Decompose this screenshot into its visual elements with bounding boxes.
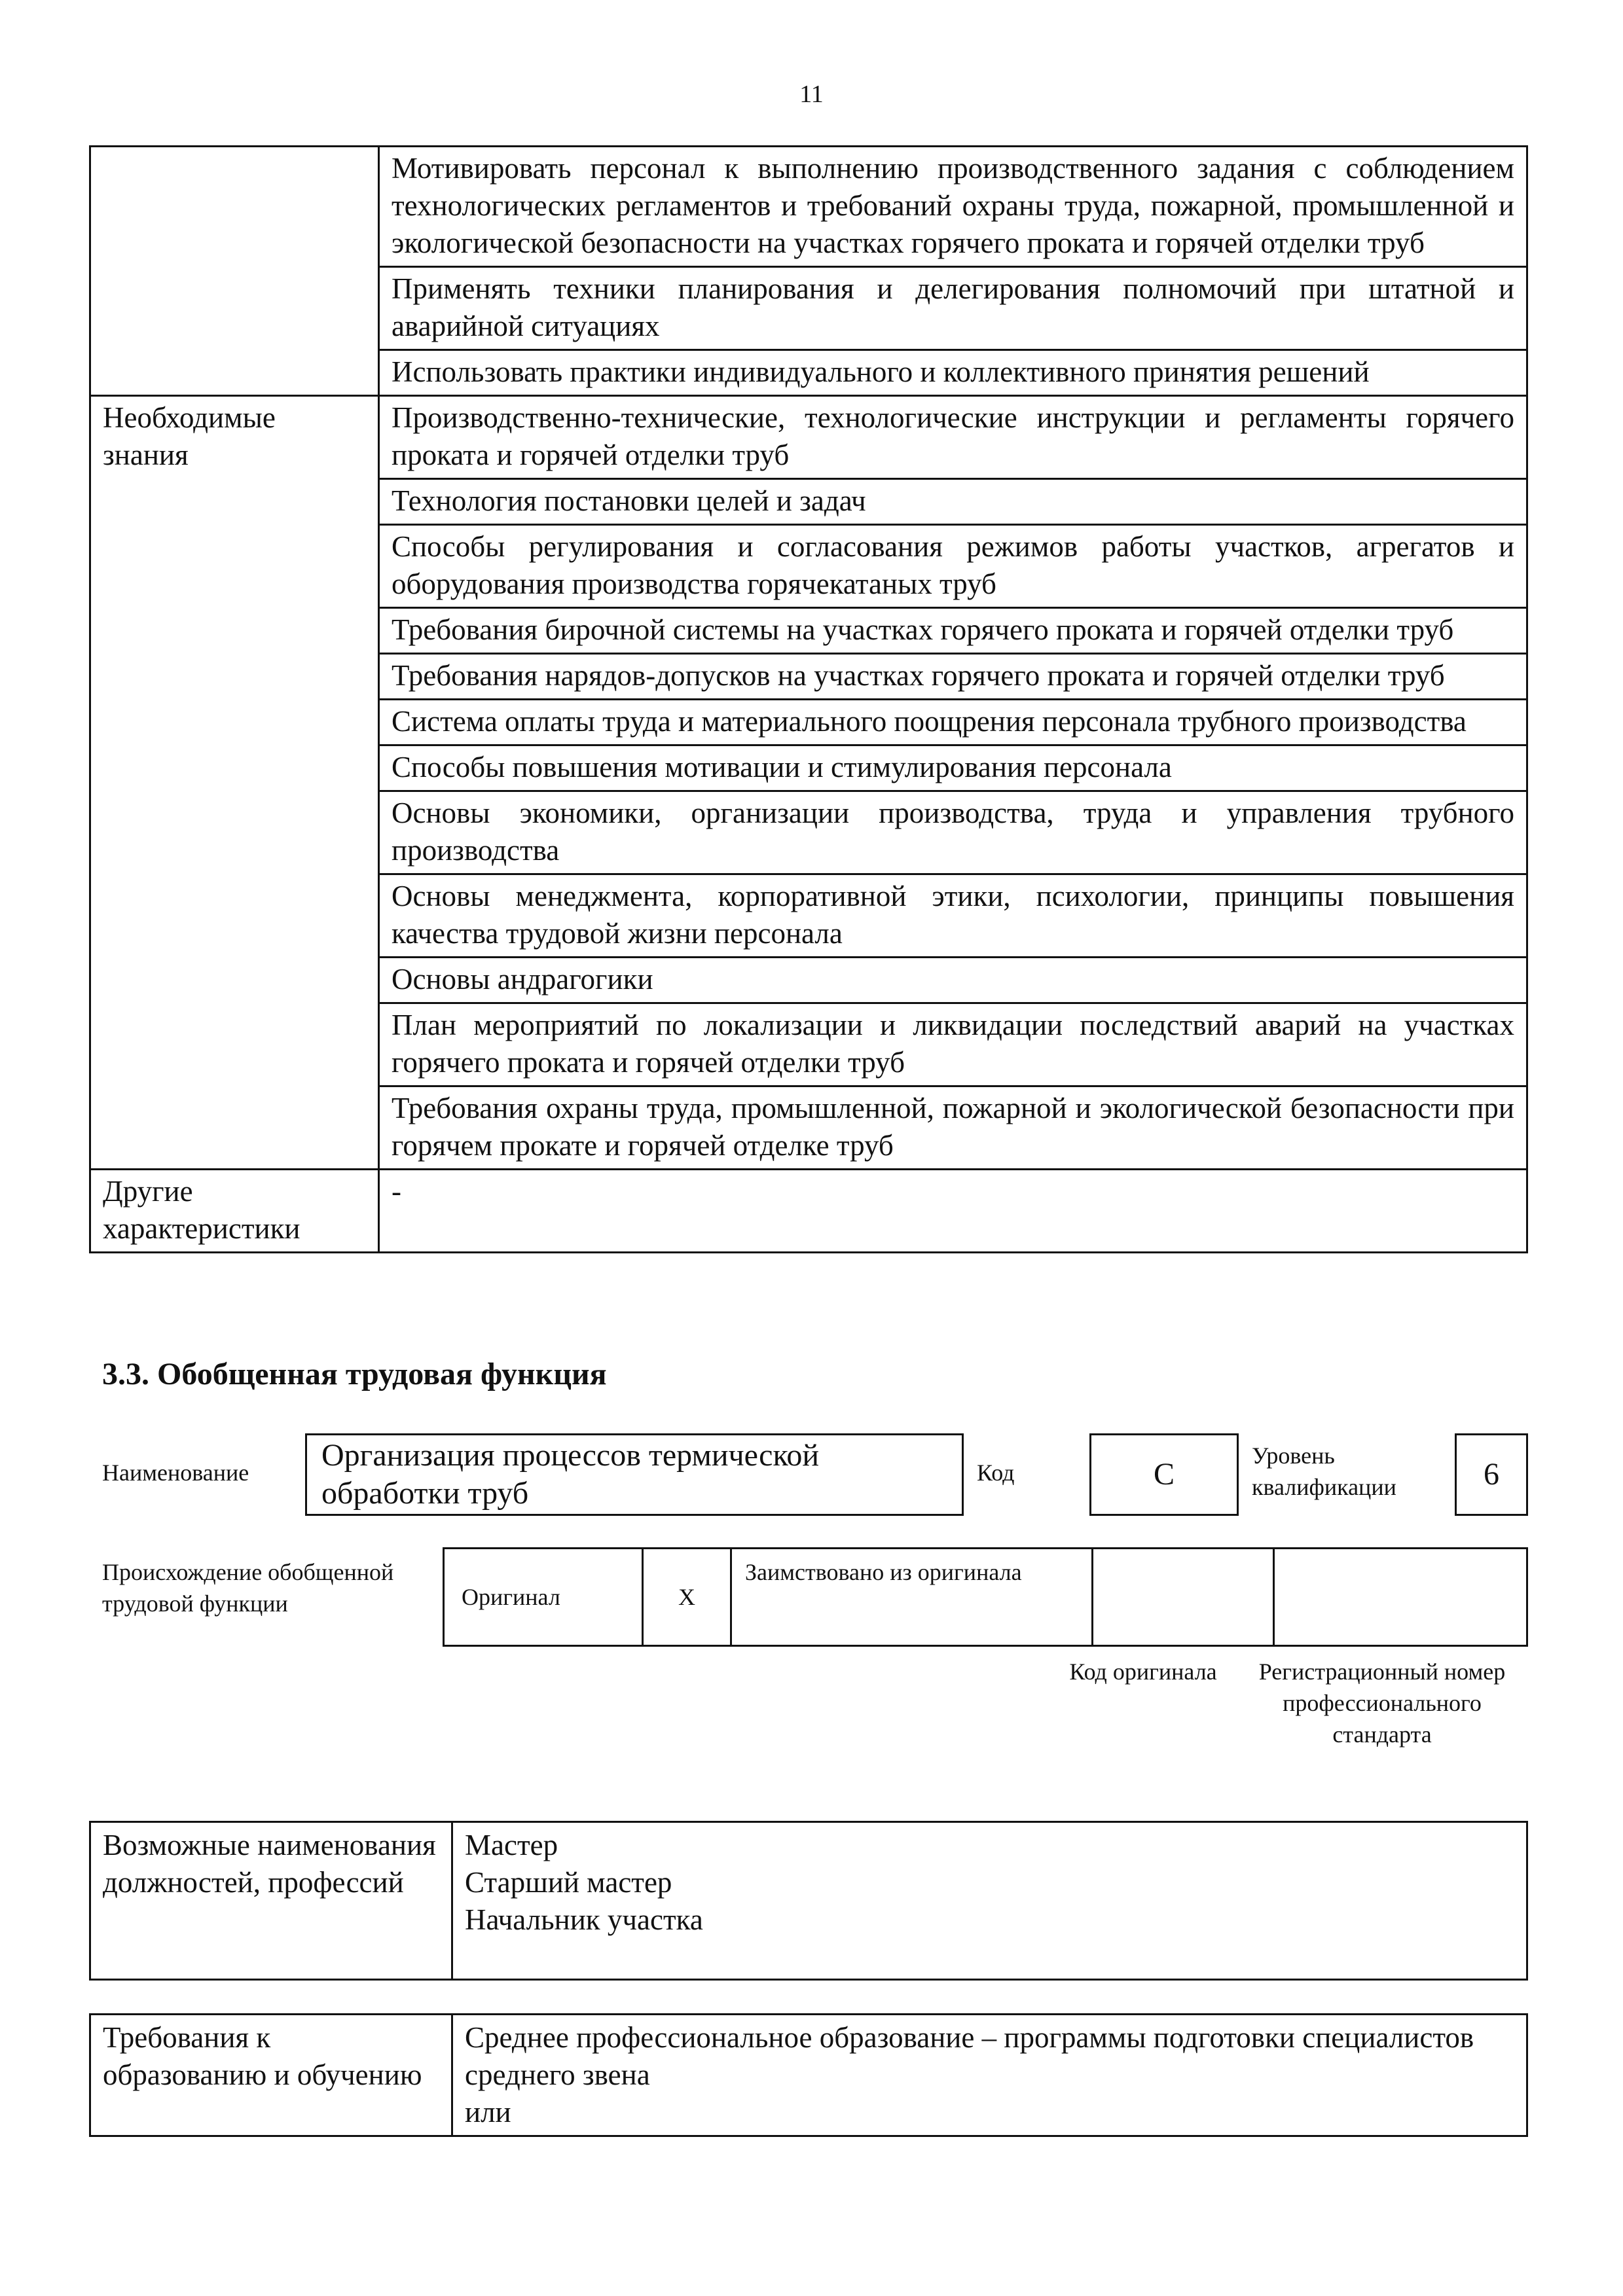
knowledge-item: Основы андрагогики <box>379 958 1527 1003</box>
knowledge-item: Технология постановки целей и задач <box>379 479 1527 525</box>
position-item: Начальник участка <box>465 1903 703 1936</box>
table-row <box>90 525 1527 608</box>
skill-item: Применять техники планирования и делегирования полномочий при штатной и аварийной ситуациях <box>379 267 1527 350</box>
table-row <box>90 479 1527 525</box>
table-row <box>90 1170 1527 1253</box>
code-value: C <box>1089 1433 1239 1516</box>
reg-number-caption: Регистрационный номер профессионального стандарта <box>1258 1659 1506 1748</box>
knowledge-label-cell <box>90 608 379 654</box>
skills-label-cell <box>90 350 379 396</box>
table-row <box>90 745 1527 791</box>
code-original-caption: Код оригинала <box>1069 1659 1217 1685</box>
knowledge-item: Способы повышения мотивации и стимулирования персонала <box>379 745 1527 791</box>
section-title: 3.3. Обобщенная трудовая функция <box>102 1357 607 1391</box>
table-row <box>90 958 1527 1003</box>
table-row <box>90 350 1527 396</box>
labor-function-table <box>89 145 1528 1253</box>
page-number: 11 <box>799 81 824 108</box>
original-mark: X <box>643 1549 731 1646</box>
knowledge-item: Требования охраны труда, промышленной, пожарной и экологической безопасности при горячем прокате и горячей отделке труб <box>379 1086 1527 1170</box>
education-label: Требования к образованию и обучению <box>90 2015 452 2136</box>
knowledge-item: Требования нарядов-допусков на участках горячего проката и горячей отделки труб <box>379 654 1527 700</box>
knowledge-label-cell <box>90 1003 379 1086</box>
code-label: Код <box>977 1460 1015 1486</box>
name-label: Наименование <box>102 1460 249 1486</box>
knowledge-label: Необходимые знания <box>90 396 379 479</box>
position-item: Мастер <box>465 1829 558 1861</box>
table-row <box>90 147 1527 267</box>
knowledge-item: Система оплаты труда и материального поощрения персонала трубного производства <box>379 700 1527 745</box>
education-item: Среднее профессиональное образование – программы подготовки специалистов среднего звена <box>465 2021 1474 2091</box>
knowledge-label-cell <box>90 700 379 745</box>
other-label: Другие характеристики <box>90 1170 379 1253</box>
table-row <box>90 396 1527 479</box>
reg-number-cell <box>1274 1549 1527 1646</box>
positions-list <box>452 1822 1527 1980</box>
skill-item: Мотивировать персонал к выполнению производственного задания с соблюдением технологических регламентов и требований охраны труда, пожарной, промышленной и экологической безопасности на участках горячего проката и горячей отделки труб <box>379 147 1527 267</box>
table-row <box>90 700 1527 745</box>
knowledge-item: Основы менеджмента, корпоративной этики, психологии, принципы повышения качества трудовой жизни персонала <box>379 874 1527 958</box>
knowledge-label-cell <box>90 525 379 608</box>
knowledge-item: Требования бирочной системы на участках горячего проката и горячей отделки труб <box>379 608 1527 654</box>
table-row <box>90 654 1527 700</box>
knowledge-label-cell <box>90 745 379 791</box>
education-list <box>452 2015 1527 2136</box>
borrowed-label: Заимствовано из оригинала <box>731 1549 1093 1646</box>
original-label: Оригинал <box>444 1549 643 1646</box>
knowledge-item: Основы экономики, организации производства, труда и управления трубного производства <box>379 791 1527 874</box>
knowledge-item: Производственно-технические, технологические инструкции и регламенты горячего проката и горячей отделки труб <box>379 396 1527 479</box>
table-row <box>90 608 1527 654</box>
skill-item: Использовать практики индивидуального и коллективного принятия решений <box>379 350 1527 396</box>
positions-label: Возможные наименования должностей, профессий <box>90 1822 452 1980</box>
positions-table <box>89 1821 1528 1981</box>
code-original-cell <box>1093 1549 1274 1646</box>
table-row <box>90 791 1527 874</box>
level-value: 6 <box>1455 1433 1528 1516</box>
knowledge-label-cell <box>90 1086 379 1170</box>
table-row <box>90 1086 1527 1170</box>
knowledge-label-cell <box>90 479 379 525</box>
other-value: - <box>379 1170 1527 1253</box>
origin-row <box>444 1549 1527 1646</box>
level-label: Уровень квалификации <box>1252 1443 1396 1500</box>
knowledge-label-cell <box>90 791 379 874</box>
skills-label-cell <box>90 147 379 267</box>
knowledge-label-cell <box>90 958 379 1003</box>
education-table <box>89 2013 1528 2137</box>
skills-label-cell <box>90 267 379 350</box>
knowledge-label-cell <box>90 874 379 958</box>
knowledge-item: Способы регулирования и согласования режимов работы участков, агрегатов и оборудования производства горячекатаных труб <box>379 525 1527 608</box>
education-row <box>90 2015 1527 2136</box>
origin-label: Происхождение обобщенной трудовой функции <box>102 1559 394 1617</box>
name-value: Организация процессов термической обработки труб <box>305 1433 964 1516</box>
origin-table <box>443 1547 1528 1647</box>
knowledge-label-cell <box>90 654 379 700</box>
education-item: или <box>465 2096 511 2128</box>
table-row <box>90 267 1527 350</box>
table-row <box>90 874 1527 958</box>
position-item: Старший мастер <box>465 1866 672 1899</box>
table-row <box>90 1003 1527 1086</box>
knowledge-item: План мероприятий по локализации и ликвидации последствий аварий на участках горячего проката и горячей отделки труб <box>379 1003 1527 1086</box>
positions-row <box>90 1822 1527 1980</box>
